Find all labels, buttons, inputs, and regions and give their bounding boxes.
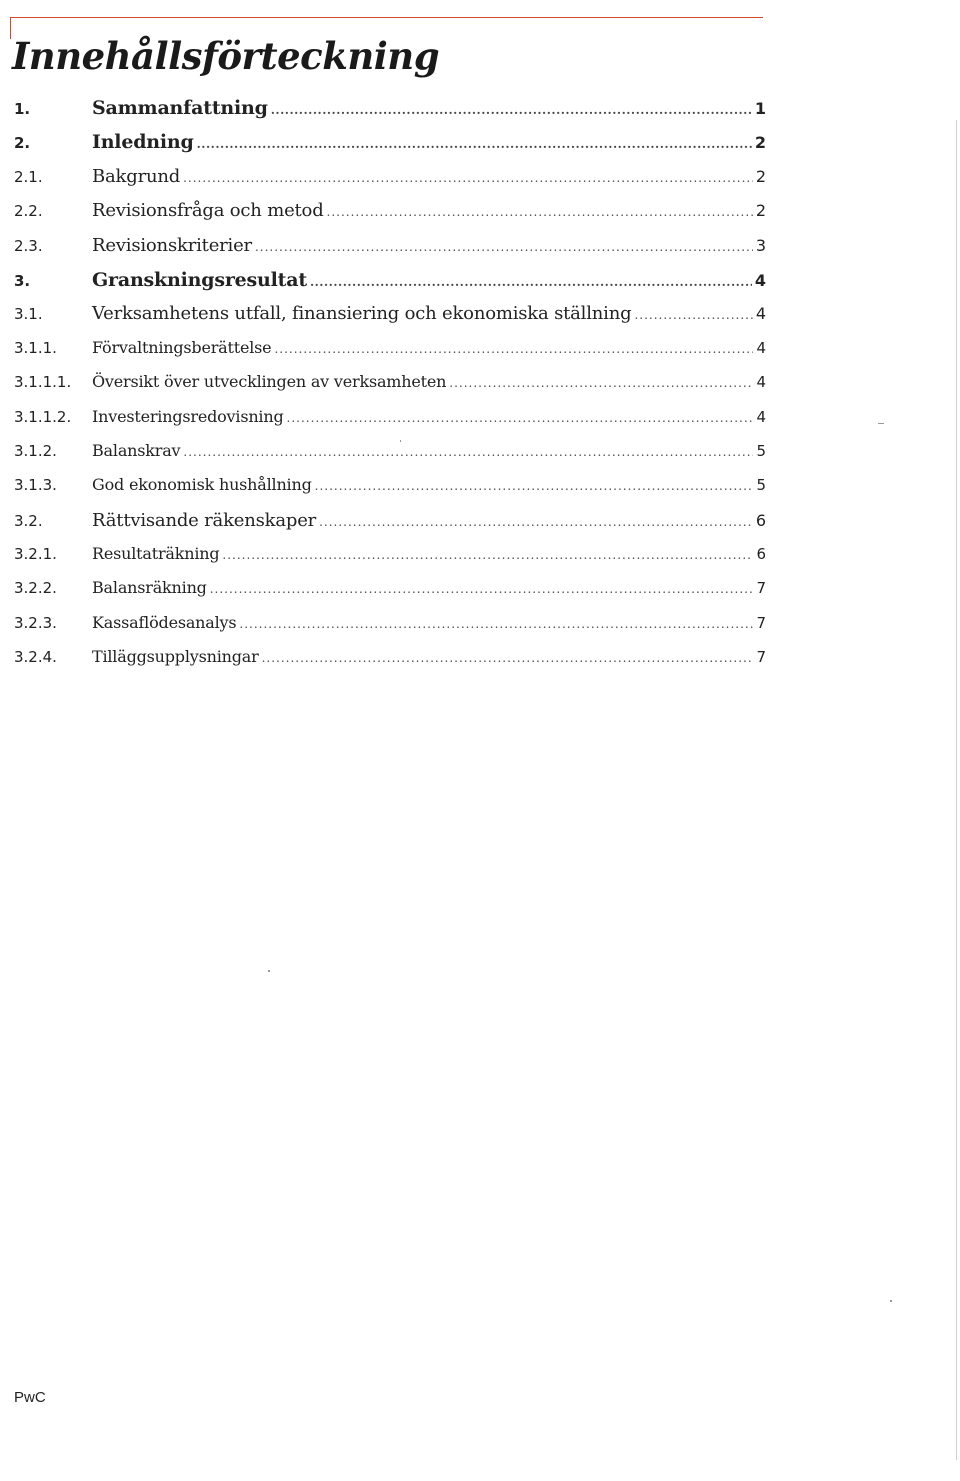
toc-dot-leader [634,308,752,322]
toc-entry-page-number: 7 [756,648,766,667]
toc-entry-page-number: 7 [756,613,766,632]
toc-entry-page-number: 1 [754,99,766,118]
toc-dot-leader [262,651,754,665]
toc-entry-label[interactable]: God ekonomisk hushållning [92,475,312,495]
toc-entry-number: 3.1. [14,305,43,324]
toc-entry[interactable] [14,475,766,509]
toc-entry-label[interactable]: Revisionsfråga och metod [92,200,324,222]
toc-entry-number: 2.3. [14,236,43,255]
toc-entry-label[interactable]: Förvaltningsberättelse [92,337,272,357]
header-rule [10,17,763,18]
toc-entry[interactable] [14,441,766,475]
toc-entry-label[interactable]: Kassaflödesanalys [92,612,237,632]
toc-entry-label[interactable]: Översikt över utvecklingen av verksamheten [92,372,447,392]
toc-entry-page-number: 2 [755,201,766,221]
toc-entry[interactable] [14,97,766,131]
toc-entry[interactable] [14,131,766,165]
toc-entry-page-number: 7 [756,579,766,598]
scan-speck [890,1300,892,1302]
toc-dot-leader [210,582,754,596]
toc-entry-page-number: 5 [756,476,766,495]
scan-edge-line [956,120,957,1460]
toc-entry-number: 3.1.2. [14,441,57,460]
toc-dot-leader [239,617,753,631]
scan-speck [400,440,401,442]
toc-entry[interactable] [14,338,766,372]
toc-dot-leader [274,342,753,356]
toc-entry-label[interactable]: Inledning [92,131,194,154]
toc-dot-leader [222,548,753,562]
toc-entry[interactable] [14,544,766,578]
toc-entry[interactable] [14,613,766,647]
toc-entry-page-number: 4 [756,407,766,426]
toc-entry-number: 3.2.3. [14,613,57,632]
toc-entry-number: 1. [14,100,31,118]
toc-entry-label[interactable]: Bakgrund [92,165,181,187]
toc-entry-number: 3.1.1.1. [14,373,72,392]
toc-entry-label[interactable]: Sammanfattning [92,97,268,119]
toc-entry[interactable] [14,166,766,200]
toc-entry-number: 2. [14,134,31,153]
toc-entry-page-number: 4 [754,270,766,290]
toc-entry-number: 3.2.2. [14,579,57,598]
toc-dot-leader [327,205,753,219]
toc-entry-label[interactable]: Verksamhetens utfall, finansiering och ekonomiska ställning [92,303,632,325]
toc-entry[interactable] [14,407,766,441]
toc-entry[interactable] [14,303,766,337]
page-title: Innehållsförteckning [12,34,440,78]
toc-entry-page-number: 5 [756,441,766,460]
toc-entry-label[interactable]: Balansräkning [92,578,207,598]
toc-dot-leader [183,445,753,459]
toc-entry-number: 3.2.4. [14,648,57,667]
toc-entry-page-number: 6 [755,510,766,530]
toc-entry-number: 2.1. [14,167,43,186]
toc-entry-number: 3. [14,271,31,290]
toc-entry-label[interactable]: Resultaträkning [92,544,220,564]
toc-dot-leader [183,171,753,185]
toc-entry-number: 3.1.3. [14,476,57,495]
toc-dot-leader [315,479,754,493]
toc-entry-number: 2.2. [14,202,43,221]
toc-dot-leader [287,411,754,425]
toc-entry[interactable] [14,510,766,544]
toc-entry-number: 3.2.1. [14,545,57,564]
toc-dot-leader [197,137,752,151]
toc-dot-leader [449,376,753,390]
toc-dot-leader [255,240,753,254]
toc-entry-page-number: 2 [754,133,766,153]
toc-entry-label[interactable]: Revisionskriterier [92,234,252,256]
toc-entry-label[interactable]: Balanskrav [92,440,181,460]
toc-entry-label[interactable]: Granskningsresultat [92,268,307,291]
header-rule-corner [10,17,11,39]
footer-brand: PwC [14,1389,46,1406]
table-of-contents [14,97,766,682]
toc-entry-number: 3.1.1. [14,338,57,357]
toc-entry-page-number: 4 [755,304,766,324]
toc-entry-page-number: 2 [755,166,766,186]
toc-entry-page-number: 3 [755,235,766,255]
scan-speck [878,423,884,424]
toc-entry-label[interactable]: Tilläggsupplysningar [92,647,259,667]
toc-entry[interactable] [14,235,766,269]
toc-entry[interactable] [14,647,766,681]
toc-entry-label[interactable]: Investeringsredovisning [92,406,284,426]
toc-entry-page-number: 4 [756,373,766,392]
toc-entry-page-number: 6 [756,545,766,564]
toc-entry[interactable] [14,578,766,612]
toc-entry-page-number: 4 [756,338,766,357]
toc-entry-number: 3.1.1.2. [14,407,72,426]
toc-dot-leader [271,103,752,117]
toc-entry-label[interactable]: Rättvisande räkenskaper [92,509,317,531]
toc-entry-number: 3.2. [14,511,43,530]
scan-speck [268,970,270,972]
toc-dot-leader [310,275,752,289]
toc-entry[interactable] [14,200,766,234]
toc-entry[interactable] [14,372,766,406]
toc-entry[interactable] [14,269,766,303]
toc-dot-leader [319,515,753,529]
